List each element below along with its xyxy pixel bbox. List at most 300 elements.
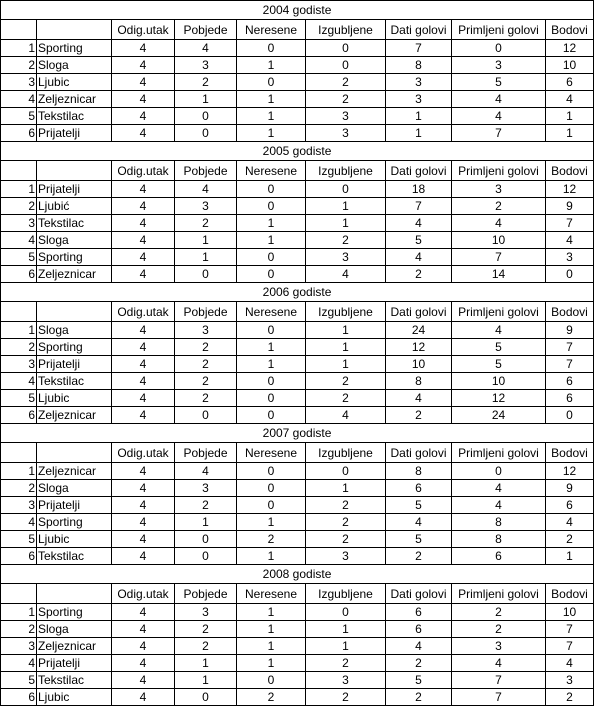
stat-cell: 6 — [546, 74, 594, 91]
table-row — [1, 638, 594, 655]
stat-cell: 0 — [306, 463, 386, 480]
column-header: Dati golovi — [386, 443, 452, 463]
table-row — [1, 604, 594, 621]
stat-cell: 2 — [452, 621, 546, 638]
stat-cell: 4 — [452, 91, 546, 108]
column-header: Neresene — [237, 302, 306, 322]
team-name-cell: Sporting — [37, 339, 112, 356]
stat-cell: 2 — [306, 514, 386, 531]
stat-cell: 2 — [306, 373, 386, 390]
table-row — [1, 497, 594, 514]
stat-cell: 10 — [452, 373, 546, 390]
table-row — [1, 266, 594, 283]
stat-cell: 1 — [237, 604, 306, 621]
team-name-cell: Prijatelji — [37, 181, 112, 198]
rank-cell: 4 — [1, 514, 37, 531]
stat-cell: 0 — [452, 463, 546, 480]
stat-cell: 7 — [452, 125, 546, 142]
stat-cell: 2 — [386, 407, 452, 424]
stat-cell: 3 — [175, 604, 237, 621]
stat-cell: 2 — [175, 215, 237, 232]
stat-cell: 0 — [237, 198, 306, 215]
column-header: Bodovi — [546, 20, 594, 40]
stat-cell: 5 — [452, 356, 546, 373]
year-title: 2007 godiste — [1, 424, 594, 443]
table-row — [1, 689, 594, 706]
stat-cell: 1 — [546, 108, 594, 125]
stat-cell: 3 — [175, 57, 237, 74]
stat-cell: 2 — [546, 689, 594, 706]
team-name-cell: Sporting — [37, 604, 112, 621]
stat-cell: 24 — [386, 322, 452, 339]
table-row — [1, 407, 594, 424]
rank-cell: 5 — [1, 390, 37, 407]
stat-cell: 6 — [546, 373, 594, 390]
column-header: Neresene — [237, 161, 306, 181]
column-header: Odig.utak — [112, 161, 175, 181]
rank-cell: 5 — [1, 108, 37, 125]
stat-cell: 2 — [546, 531, 594, 548]
stat-cell: 7 — [546, 215, 594, 232]
stat-cell: 5 — [452, 74, 546, 91]
table-row — [1, 232, 594, 249]
column-header-row — [1, 20, 594, 40]
stat-cell: 8 — [386, 57, 452, 74]
stat-cell: 2 — [306, 390, 386, 407]
stat-cell: 0 — [237, 407, 306, 424]
column-header: Neresene — [237, 443, 306, 463]
team-name-cell: Prijatelji — [37, 356, 112, 373]
stat-cell: 10 — [386, 356, 452, 373]
team-name-cell: Zeljeznicar — [37, 407, 112, 424]
year-header-row — [1, 424, 594, 443]
stat-cell: 9 — [546, 322, 594, 339]
stat-cell: 4 — [112, 480, 175, 497]
stat-cell: 1 — [175, 514, 237, 531]
stat-cell: 14 — [452, 266, 546, 283]
stat-cell: 5 — [386, 497, 452, 514]
header-blank-cell — [37, 584, 112, 604]
column-header: Primljeni golovi — [452, 302, 546, 322]
team-name-cell: Sloga — [37, 322, 112, 339]
stat-cell: 5 — [386, 531, 452, 548]
column-header: Primljeni golovi — [452, 161, 546, 181]
rank-cell: 5 — [1, 249, 37, 266]
stat-cell: 3 — [452, 57, 546, 74]
stat-cell: 4 — [112, 339, 175, 356]
table-row — [1, 125, 594, 142]
stat-cell: 2 — [386, 689, 452, 706]
stat-cell: 12 — [386, 339, 452, 356]
rank-cell: 5 — [1, 531, 37, 548]
stat-cell: 0 — [175, 108, 237, 125]
stat-cell: 12 — [452, 390, 546, 407]
rank-cell: 1 — [1, 40, 37, 57]
stat-cell: 4 — [112, 548, 175, 565]
stat-cell: 0 — [546, 407, 594, 424]
column-header: Izgubljene — [306, 443, 386, 463]
stat-cell: 1 — [237, 91, 306, 108]
column-header: Dati golovi — [386, 161, 452, 181]
table-row — [1, 672, 594, 689]
stat-cell: 4 — [546, 655, 594, 672]
stat-cell: 0 — [175, 689, 237, 706]
stat-cell: 3 — [386, 74, 452, 91]
stat-cell: 4 — [175, 40, 237, 57]
stat-cell: 4 — [112, 74, 175, 91]
stat-cell: 1 — [237, 356, 306, 373]
rank-cell: 2 — [1, 57, 37, 74]
column-header: Pobjede — [175, 584, 237, 604]
stat-cell: 4 — [112, 373, 175, 390]
year-title: 2004 godiste — [1, 1, 594, 20]
stat-cell: 1 — [237, 339, 306, 356]
stat-cell: 6 — [452, 548, 546, 565]
stat-cell: 8 — [452, 531, 546, 548]
rank-cell: 4 — [1, 232, 37, 249]
stat-cell: 4 — [112, 198, 175, 215]
stat-cell: 7 — [546, 638, 594, 655]
column-header: Izgubljene — [306, 302, 386, 322]
stat-cell: 4 — [112, 57, 175, 74]
stat-cell: 4 — [112, 181, 175, 198]
rank-cell: 5 — [1, 672, 37, 689]
stat-cell: 3 — [306, 249, 386, 266]
stat-cell: 12 — [546, 40, 594, 57]
year-header-row — [1, 1, 594, 20]
stat-cell: 2 — [306, 531, 386, 548]
stat-cell: 6 — [386, 480, 452, 497]
column-header: Pobjede — [175, 443, 237, 463]
stat-cell: 4 — [306, 407, 386, 424]
stat-cell: 0 — [237, 497, 306, 514]
year-header-row — [1, 142, 594, 161]
stat-cell: 4 — [112, 232, 175, 249]
year-title: 2008 godiste — [1, 565, 594, 584]
stat-cell: 4 — [546, 514, 594, 531]
team-name-cell: Zeljeznicar — [37, 638, 112, 655]
stat-cell: 7 — [452, 689, 546, 706]
stat-cell: 4 — [386, 638, 452, 655]
stat-cell: 5 — [386, 672, 452, 689]
table-row — [1, 373, 594, 390]
column-header-row — [1, 302, 594, 322]
table-row — [1, 356, 594, 373]
stat-cell: 6 — [546, 497, 594, 514]
team-name-cell: Tekstilac — [37, 108, 112, 125]
table-row — [1, 531, 594, 548]
stat-cell: 2 — [306, 655, 386, 672]
team-name-cell: Sloga — [37, 621, 112, 638]
stat-cell: 24 — [452, 407, 546, 424]
stat-cell: 1 — [306, 215, 386, 232]
column-header: Pobjede — [175, 161, 237, 181]
stat-cell: 4 — [452, 108, 546, 125]
stat-cell: 0 — [306, 181, 386, 198]
team-name-cell: Sporting — [37, 514, 112, 531]
stat-cell: 5 — [386, 232, 452, 249]
stat-cell: 4 — [112, 40, 175, 57]
team-name-cell: Prijatelji — [37, 655, 112, 672]
stat-cell: 3 — [306, 125, 386, 142]
rank-cell: 3 — [1, 638, 37, 655]
team-name-cell: Sporting — [37, 40, 112, 57]
column-header: Odig.utak — [112, 20, 175, 40]
stat-cell: 2 — [175, 339, 237, 356]
stat-cell: 2 — [175, 638, 237, 655]
team-name-cell: Ljubić — [37, 198, 112, 215]
rank-cell: 2 — [1, 621, 37, 638]
rank-cell: 2 — [1, 198, 37, 215]
table-row — [1, 463, 594, 480]
stat-cell: 4 — [112, 655, 175, 672]
stat-cell: 2 — [175, 390, 237, 407]
stat-cell: 0 — [546, 266, 594, 283]
column-header-row — [1, 443, 594, 463]
rank-cell: 1 — [1, 181, 37, 198]
header-blank-cell — [37, 302, 112, 322]
stat-cell: 4 — [112, 91, 175, 108]
rank-cell: 6 — [1, 407, 37, 424]
stat-cell: 18 — [386, 181, 452, 198]
stat-cell: 4 — [386, 215, 452, 232]
stat-cell: 6 — [386, 621, 452, 638]
stat-cell: 10 — [452, 232, 546, 249]
rank-cell: 6 — [1, 548, 37, 565]
stat-cell: 0 — [175, 125, 237, 142]
rank-cell: 3 — [1, 215, 37, 232]
column-header: Bodovi — [546, 584, 594, 604]
stat-cell: 7 — [546, 621, 594, 638]
rank-cell: 2 — [1, 339, 37, 356]
stat-cell: 4 — [452, 215, 546, 232]
stat-cell: 1 — [237, 514, 306, 531]
stat-cell: 2 — [306, 689, 386, 706]
column-header-row — [1, 161, 594, 181]
stat-cell: 4 — [112, 638, 175, 655]
column-header: Odig.utak — [112, 302, 175, 322]
column-header: Odig.utak — [112, 584, 175, 604]
stat-cell: 0 — [306, 604, 386, 621]
stat-cell: 1 — [306, 356, 386, 373]
stat-cell: 4 — [112, 266, 175, 283]
table-row — [1, 480, 594, 497]
stat-cell: 3 — [386, 91, 452, 108]
stat-cell: 0 — [237, 672, 306, 689]
stat-cell: 2 — [306, 232, 386, 249]
table-row — [1, 322, 594, 339]
stat-cell: 2 — [386, 548, 452, 565]
column-header: Dati golovi — [386, 20, 452, 40]
header-blank-cell — [1, 20, 37, 40]
column-header: Dati golovi — [386, 302, 452, 322]
stat-cell: 4 — [546, 91, 594, 108]
stat-cell: 1 — [306, 322, 386, 339]
stat-cell: 7 — [452, 672, 546, 689]
team-name-cell: Ljubic — [37, 531, 112, 548]
stat-cell: 2 — [175, 373, 237, 390]
team-name-cell: Sporting — [37, 249, 112, 266]
stat-cell: 12 — [546, 181, 594, 198]
stat-cell: 8 — [452, 514, 546, 531]
stat-cell: 2 — [175, 356, 237, 373]
stat-cell: 4 — [452, 497, 546, 514]
stat-cell: 3 — [175, 322, 237, 339]
stat-cell: 0 — [237, 373, 306, 390]
header-blank-cell — [1, 302, 37, 322]
stat-cell: 4 — [175, 463, 237, 480]
rank-cell: 3 — [1, 356, 37, 373]
rank-cell: 4 — [1, 655, 37, 672]
table-row — [1, 198, 594, 215]
stat-cell: 4 — [112, 497, 175, 514]
stat-cell: 7 — [546, 356, 594, 373]
stat-cell: 1 — [237, 215, 306, 232]
column-header: Izgubljene — [306, 584, 386, 604]
stat-cell: 4 — [452, 655, 546, 672]
rank-cell: 1 — [1, 463, 37, 480]
team-name-cell: Sloga — [37, 480, 112, 497]
year-header-row — [1, 565, 594, 584]
stat-cell: 3 — [175, 198, 237, 215]
stat-cell: 1 — [237, 232, 306, 249]
header-blank-cell — [1, 161, 37, 181]
stat-cell: 4 — [112, 390, 175, 407]
stat-cell: 3 — [452, 181, 546, 198]
table-row — [1, 215, 594, 232]
stat-cell: 1 — [237, 621, 306, 638]
stat-cell: 0 — [175, 407, 237, 424]
stat-cell: 2 — [175, 497, 237, 514]
table-row — [1, 91, 594, 108]
stat-cell: 1 — [175, 672, 237, 689]
stat-cell: 2 — [452, 604, 546, 621]
stat-cell: 3 — [452, 638, 546, 655]
team-name-cell: Tekstilac — [37, 373, 112, 390]
stat-cell: 2 — [175, 621, 237, 638]
rank-cell: 3 — [1, 497, 37, 514]
stat-cell: 0 — [175, 548, 237, 565]
stat-cell: 8 — [386, 463, 452, 480]
rank-cell: 6 — [1, 266, 37, 283]
column-header: Pobjede — [175, 302, 237, 322]
column-header: Bodovi — [546, 161, 594, 181]
stat-cell: 1 — [306, 621, 386, 638]
team-name-cell: Zeljeznicar — [37, 463, 112, 480]
stat-cell: 4 — [112, 531, 175, 548]
stat-cell: 2 — [306, 497, 386, 514]
year-title: 2006 godiste — [1, 283, 594, 302]
table-row — [1, 621, 594, 638]
table-row — [1, 390, 594, 407]
stat-cell: 4 — [112, 125, 175, 142]
stat-cell: 4 — [112, 463, 175, 480]
stat-cell: 9 — [546, 480, 594, 497]
stat-cell: 10 — [546, 57, 594, 74]
stat-cell: 1 — [546, 125, 594, 142]
stat-cell: 0 — [306, 57, 386, 74]
stat-cell: 1 — [175, 232, 237, 249]
team-name-cell: Tekstilac — [37, 548, 112, 565]
stat-cell: 4 — [112, 672, 175, 689]
column-header-row — [1, 584, 594, 604]
table-row — [1, 181, 594, 198]
column-header: Neresene — [237, 584, 306, 604]
stat-cell: 1 — [306, 480, 386, 497]
stat-cell: 1 — [306, 339, 386, 356]
column-header: Bodovi — [546, 443, 594, 463]
header-blank-cell — [37, 443, 112, 463]
rank-cell: 6 — [1, 125, 37, 142]
table-row — [1, 548, 594, 565]
team-name-cell: Tekstilac — [37, 672, 112, 689]
stat-cell: 0 — [237, 390, 306, 407]
stat-cell: 4 — [112, 604, 175, 621]
team-name-cell: Prijatelji — [37, 497, 112, 514]
year-header-row — [1, 283, 594, 302]
rank-cell: 1 — [1, 322, 37, 339]
stat-cell: 0 — [237, 74, 306, 91]
stat-cell: 5 — [452, 339, 546, 356]
stat-cell: 1 — [237, 108, 306, 125]
stat-cell: 1 — [237, 57, 306, 74]
rank-cell: 4 — [1, 91, 37, 108]
stat-cell: 0 — [237, 181, 306, 198]
stat-cell: 4 — [386, 390, 452, 407]
stat-cell: 1 — [175, 91, 237, 108]
stat-cell: 3 — [546, 672, 594, 689]
table-row — [1, 249, 594, 266]
stat-cell: 4 — [386, 249, 452, 266]
column-header: Izgubljene — [306, 161, 386, 181]
stat-cell: 12 — [546, 463, 594, 480]
team-name-cell: Sloga — [37, 232, 112, 249]
team-name-cell: Zeljeznicar — [37, 91, 112, 108]
table-row — [1, 108, 594, 125]
stat-cell: 1 — [237, 548, 306, 565]
stat-cell: 2 — [175, 74, 237, 91]
stat-cell: 1 — [237, 655, 306, 672]
stat-cell: 4 — [112, 215, 175, 232]
stat-cell: 7 — [386, 40, 452, 57]
stat-cell: 7 — [452, 249, 546, 266]
stat-cell: 3 — [546, 249, 594, 266]
stat-cell: 0 — [452, 40, 546, 57]
stat-cell: 10 — [546, 604, 594, 621]
column-header: Neresene — [237, 20, 306, 40]
table-row — [1, 57, 594, 74]
stat-cell: 0 — [237, 266, 306, 283]
stat-cell: 4 — [452, 480, 546, 497]
stat-cell: 2 — [237, 689, 306, 706]
stat-cell: 0 — [237, 322, 306, 339]
stat-cell: 1 — [175, 655, 237, 672]
table-row — [1, 74, 594, 91]
stat-cell: 0 — [237, 40, 306, 57]
stat-cell: 0 — [175, 266, 237, 283]
header-blank-cell — [37, 20, 112, 40]
stat-cell: 4 — [546, 232, 594, 249]
header-blank-cell — [1, 584, 37, 604]
column-header: Dati golovi — [386, 584, 452, 604]
column-header: Izgubljene — [306, 20, 386, 40]
stat-cell: 3 — [306, 548, 386, 565]
stat-cell: 8 — [386, 373, 452, 390]
team-name-cell: Prijatelji — [37, 125, 112, 142]
header-blank-cell — [1, 443, 37, 463]
rank-cell: 1 — [1, 604, 37, 621]
stat-cell: 4 — [112, 108, 175, 125]
